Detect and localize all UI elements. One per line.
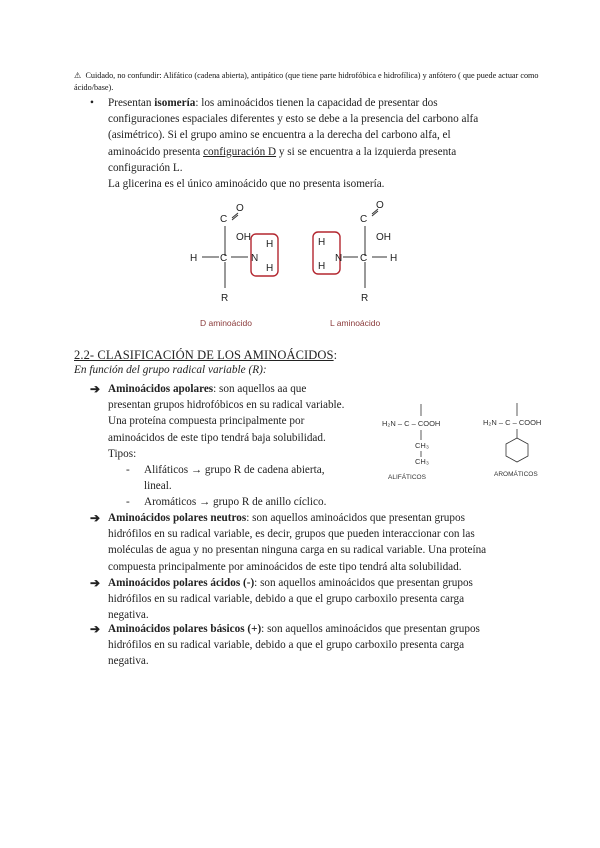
isomeria-line2: configuraciones espaciales diferentes y esto se debe a la presencia del carbono alfa [108,113,479,126]
atom-r: R [361,293,369,304]
benzene-ring-icon [506,438,528,462]
l-aminoacid-caption: L aminoácido [330,318,381,328]
aromatic-caption: AROMÁTICOS [494,471,538,478]
acidos-line1: : son aquellos aminoácidos que presentan grupos [254,577,473,589]
atom-n: N [335,253,343,264]
configuracion-d-link: configuración D [203,145,277,158]
basicos-line2: hidrófilos en su radical variable, debido a que el grupo carboxilo presenta carga [108,639,465,652]
atom-h: H [266,239,274,250]
apolares-line1: : son aquellos aa que [213,383,307,395]
atom-c: C [360,253,368,264]
atom-r: R [221,293,229,304]
neutros-line2: hidrófilos en su radical variable, es decir, grupos que pueden interaccionar con las [108,528,475,541]
arrow-right-icon: ➔ [90,622,101,636]
section-heading [74,348,337,363]
atom-h: H [190,253,198,264]
apolares-line3: Una proteína compuesta principalmente por [108,415,305,428]
dash-icon: - [126,464,130,476]
acidos-line2: hidrófilos en su radical variable, debido a que el grupo carboxilo presenta carga [108,593,465,606]
atom-h: H [318,237,326,248]
apolares-title: Aminoácidos apolares [108,383,214,395]
tipo1-line1: Alifáticos → grupo R de cadena abierta, [144,464,325,476]
dash-icon: - [126,496,130,508]
isomeria-paragraph [108,95,548,192]
isomers-figure [180,196,420,336]
warning-note [74,70,544,94]
tipo-alifaticos [144,462,379,494]
atom-o: O [376,200,384,211]
neutros-line3: moléculas de agua y no presentan ninguna carga en su radical variable. Una proteína [108,544,487,557]
apolares-line2: presentan grupos hidrofóbicos en su radical variable. [108,399,345,412]
section-subheading: En función del grupo radical variable (R): [74,364,267,376]
d-aminoacid-caption: D aminoácido [200,318,252,328]
atom-c: C [220,253,228,264]
basicos-line3: negativa. [108,655,149,668]
atom-oh: OH [376,232,391,243]
neutros-line1: : son aquellos aminoácidos que presentan grupos [246,512,465,524]
basicos-title: Aminoácidos polares básicos (+) [108,623,262,635]
apolares-paragraph [108,381,373,462]
arrow-right-icon: ➔ [90,382,101,396]
atom-h: H [266,263,274,274]
warning-triangle-icon: ⚠ [74,71,82,80]
types-figure [378,398,558,484]
arrow-right-icon: ➔ [90,511,101,525]
neutros-line4: compuesta principalmente por aminoácidos de este tipo tendrá alta solubilidad. [108,560,462,573]
aromatic-formula: H₂N – C – COOH [483,418,542,427]
isomeria-line4-post: y si se encuentra a la izquierda presenta [276,145,457,158]
warning-text: Cuidado, no confundir: Alifático (cadena abierta), antipático (que tiene parte hidrofóbica e hidrofílica) y anfótero ( que puede actuar como ácido/base). [74,71,539,92]
isomeria-term: isomería [154,97,196,109]
isomeria-line5: configuración L. [108,161,183,174]
atom-h: H [390,253,398,264]
neutros-paragraph [108,510,553,575]
aliphatic-formula: H₂N – C – COOH [382,419,441,428]
atom-c: C [360,214,368,225]
acidos-paragraph [108,575,553,624]
tipo-aromaticos: Aromáticos → grupo R de anillo cíclico. [144,496,327,508]
section-heading-text: 2.2- CLASIFICACIÓN DE LOS AMINOÁCIDOS [74,348,334,362]
isomeria-line4-pre: aminoácido presenta [108,145,204,158]
atom-c: C [220,214,228,225]
bullet-dot-icon: • [90,97,94,109]
isomeria-line3: (asimétrico). Si el grupo amino se encuentra a la derecha del carbono alfa, el [108,129,451,142]
section-heading-colon: : [333,348,338,362]
atom-n: N [251,253,259,264]
acidos-title: Aminoácidos polares ácidos (-) [108,577,255,589]
neutros-title: Aminoácidos polares neutros [108,512,247,524]
isomeria-line1: : los aminoácidos tienen la capacidad de presentar dos [195,97,438,109]
ch3-label: CH₃ [415,457,429,466]
isomeria-prefix: Presentan [108,97,155,109]
isomeria-line6: La glicerina es el único aminoácido que no presenta isomería. [108,178,385,191]
acidos-line3: negativa. [108,609,149,622]
aliphatic-caption: ALIFÁTICOS [388,474,426,481]
ch3-label: CH₃ [415,441,429,450]
atom-o: O [236,203,244,214]
basicos-line1: : son aquellos aminoácidos que presentan grupos [261,623,480,635]
tipo1-line2: lineal. [144,480,172,493]
atom-oh: OH [236,232,251,243]
apolares-line4: aminoácidos de este tipo tendrá baja solubilidad. [108,431,326,444]
arrow-right-icon: ➔ [90,576,101,590]
atom-h: H [318,261,326,272]
basicos-paragraph [108,621,553,670]
tipos-label: Tipos: [108,447,137,460]
